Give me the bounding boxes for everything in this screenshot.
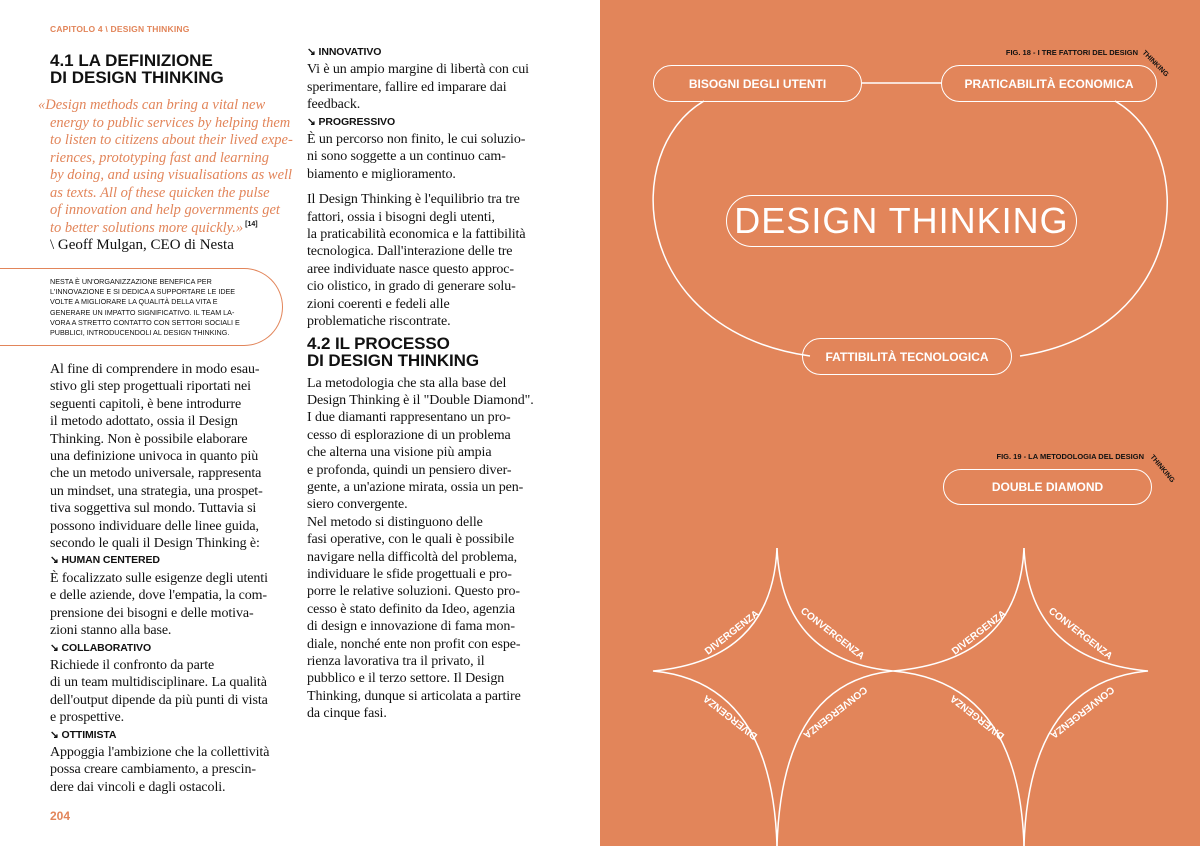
body-line: e prospettive. xyxy=(50,710,125,726)
body-line: biamento e miglioramento. xyxy=(307,166,456,182)
center-design-thinking: DESIGN THINKING xyxy=(726,195,1077,247)
divergence-label: DIVERGENZA xyxy=(948,692,1007,742)
body-line: la praticabilità economica e la fattibilità xyxy=(307,227,526,243)
factor-users-pill: BISOGNI DEGLI UTENTI xyxy=(653,65,862,102)
body-line: cesso di esplorazione di un problema xyxy=(307,427,511,443)
body-line: che alterna una visione più ampia xyxy=(307,445,492,461)
middle-column-text xyxy=(307,44,557,723)
body-line: di design e innovazione di fama mon- xyxy=(307,619,515,635)
principle-title: ↘ PROGRESSIVO xyxy=(307,115,396,128)
body-line: navigare nella difficoltà del problema, xyxy=(307,549,518,565)
body-line: dell'output dipende da più punti di vista xyxy=(50,692,268,708)
body-line: La metodologia che sta alla base del xyxy=(307,375,507,391)
body-line: È un percorso non finito, le cui soluzio- xyxy=(307,132,526,148)
body-line: zioni stanno alla base. xyxy=(50,623,172,639)
body-line: porre le relative soluzioni. Questo pro- xyxy=(307,584,520,600)
body-line: Thinking, dunque si articolata a partire xyxy=(307,688,521,704)
principle-title: ↘ OTTIMISTA xyxy=(50,728,117,741)
body-line: È focalizzato sulle esigenze degli utenti xyxy=(50,570,268,586)
body-line: diale, nonché ente non profit con espe- xyxy=(307,636,521,652)
note-line: NESTA È UN'ORGANIZZAZIONE BENEFICA PER xyxy=(50,277,212,286)
note-line: VORA A STRETTO CONTATTO CON SETTORI SOCIALI E xyxy=(50,317,240,327)
pull-quote xyxy=(38,97,308,237)
note-line: L'INNOVAZIONE E SI DEDICA A SUPPORTARE LE IDEE xyxy=(50,287,236,297)
body-line: rienza lavorativa tra il privato, il xyxy=(307,654,485,669)
fig18-caption-curve: THINKING xyxy=(1140,49,1170,79)
body-line: possa creare cambiamento, a prescin- xyxy=(50,762,256,778)
factor-tech-pill: FATTIBILITÀ TECNOLOGICA xyxy=(802,338,1012,375)
body-line: Richiede il confronto da parte xyxy=(50,657,215,673)
heading-line: 4.1 LA DEFINIZIONE xyxy=(50,51,213,70)
note-line: GENERARE UN IMPATTO SIGNIFICATIVO. IL TEAM LA- xyxy=(50,307,235,317)
body-line: seguenti capitoli, è bene introdurre xyxy=(50,396,242,412)
body-line: Thinking. Non è possibile elaborare xyxy=(50,431,248,447)
nesta-note-box xyxy=(0,268,283,346)
body-line: Nel metodo si distinguono delle xyxy=(307,514,483,530)
note-line: VOLTE A MIGLIORARE LA QUALITÀ DELLA VITA E xyxy=(50,297,218,307)
body-line: che un metodo universale, rappresenta xyxy=(50,466,262,482)
quote-line: riences, prototyping fast and learning xyxy=(50,149,269,166)
body-line: gente, a un'azione mirata, ossia un pen- xyxy=(307,479,524,495)
note-line: PUBBLICI, INTRODUCENDOLI AL DESIGN THINKING. xyxy=(50,328,230,338)
footnote-ref: [14] xyxy=(243,220,258,228)
body-line: zioni coerenti e fedeli alle xyxy=(307,296,450,312)
body-line: sperimentare, fallire ed imparare dai xyxy=(307,79,507,95)
body-line: Vi è un ampio margine di libertà con cui xyxy=(307,62,529,78)
double-diamond-shape xyxy=(653,548,1148,846)
body-line: Al fine di comprendere in modo esau- xyxy=(50,362,260,377)
heading-4-2 xyxy=(307,335,557,369)
fig18-caption: FIG. 18 - I TRE FATTORI DEL DESIGN xyxy=(1005,48,1138,57)
page-number: 204 xyxy=(50,809,71,823)
body-line: Appoggia l'ambizione che la collettività xyxy=(50,744,270,760)
body-line: il metodo adottato, ossia il Design xyxy=(50,414,238,430)
heading-line: DI DESIGN THINKING xyxy=(50,68,224,87)
body-line: stivo gli step progettuali riportati nei xyxy=(50,379,251,395)
heading-line: 4.2 IL PROCESSO xyxy=(307,333,450,353)
convergence-label: CONVERGENZA xyxy=(1047,683,1116,741)
quote-line: of innovation and help governments get xyxy=(50,202,280,218)
principle-title: ↘ COLLABORATIVO xyxy=(50,641,152,654)
body-line: fasi operative, con le quali è possibile xyxy=(307,532,515,548)
body-line: secondo le quali il Design Thinking è: xyxy=(50,536,260,552)
fig19-caption: FIG. 19 - LA METODOLOGIA DEL DESIGN xyxy=(996,452,1144,461)
quote-line: by doing, and using visualisations as well xyxy=(50,167,293,183)
body-line: Design Thinking è il "Double Diamond". xyxy=(307,392,534,408)
quote-line: energy to public services by helping them xyxy=(50,114,291,131)
quote-line: as texts. All of these quicken the pulse xyxy=(50,184,270,201)
convergence-label: CONVERGENZA xyxy=(800,683,869,741)
heading-4-1 xyxy=(50,52,224,86)
quote-author: \ Geoff Mulgan, CEO di Nesta xyxy=(50,237,234,253)
body-line: ni sono soggette a un continuo cam- xyxy=(307,149,506,165)
principle-title: ↘ HUMAN CENTERED xyxy=(50,554,160,567)
body-line: e delle aziende, dove l'empatia, la com- xyxy=(50,588,267,604)
body-line: cio olistico, in grado di generare solu- xyxy=(307,279,516,295)
factor-economic-pill: PRATICABILITÀ ECONOMICA xyxy=(941,65,1157,102)
body-line: cesso è stato definito da Ideo, agenzia xyxy=(307,601,515,617)
body-line: feedback. xyxy=(307,97,361,113)
divergence-label: DIVERGENZA xyxy=(701,692,760,742)
divergence-label: DIVERGENZA xyxy=(703,608,762,658)
body-line: fattori, ossia i bisogni degli utenti, xyxy=(307,209,495,225)
quote-line: to better solutions more quickly.» [14] xyxy=(50,219,258,236)
body-line: pubblico e il terzo settore. Il Design xyxy=(307,671,505,687)
convergence-label: CONVERGENZA xyxy=(1046,605,1115,663)
body-line: da cinque fasi. xyxy=(307,706,387,722)
body-line: tiva soggettiva sul mondo. Tuttavia si xyxy=(50,501,257,517)
quote-line: «Design methods can bring a vital new xyxy=(38,97,266,113)
body-line: di un team multidisciplinare. La qualità xyxy=(50,675,267,691)
body-line: prensione dei bisogni e delle motiva- xyxy=(50,605,254,621)
running-head: CAPITOLO 4 \ DESIGN THINKING xyxy=(50,24,190,34)
body-line: Il Design Thinking è l'equilibrio tra tre xyxy=(307,192,520,208)
fig19-caption-curve: THINKING xyxy=(1148,453,1176,485)
right-page xyxy=(600,0,1200,846)
body-line: tecnologica. Dall'interazione delle tre xyxy=(307,244,513,260)
divergence-label: DIVERGENZA xyxy=(950,608,1009,658)
left-column-text xyxy=(50,361,295,796)
body-line: un mindset, una strategia, una prospet- xyxy=(50,483,263,499)
body-line: possono individuare delle linee guida, xyxy=(50,518,259,534)
body-line: aree individuate nasce questo approc- xyxy=(307,261,514,277)
double-diamond-pill: DOUBLE DIAMOND xyxy=(943,469,1152,505)
body-line: individuare le sfide progettuali e pro- xyxy=(307,566,512,582)
body-line: e profonda, quindi un pensiero diver- xyxy=(307,462,512,478)
body-line: problematiche riscontrate. xyxy=(307,314,451,330)
body-line: dere dai vincoli e dagli ostacoli. xyxy=(50,779,226,795)
body-line: siero convergente. xyxy=(307,497,408,513)
convergence-label: CONVERGENZA xyxy=(798,605,867,663)
body-line: una definizione univoca in quanto più xyxy=(50,449,259,465)
quote-line: to listen to citizens about their lived expe- xyxy=(50,132,293,148)
figure-lines xyxy=(600,0,1200,846)
body-line: I due diamanti rappresentano un pro- xyxy=(307,410,511,426)
heading-line: DI DESIGN THINKING xyxy=(307,350,479,370)
principle-title: ↘ INNOVATIVO xyxy=(307,46,382,58)
